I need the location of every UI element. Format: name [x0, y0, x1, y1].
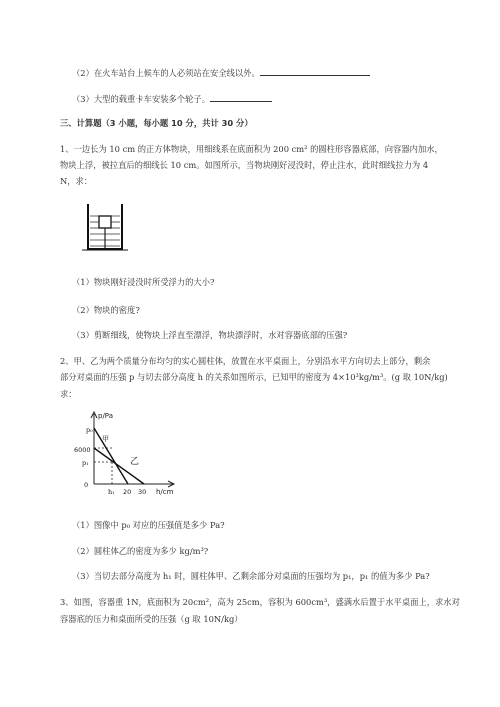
fill-in-text: （3）大型的载重卡车安装多个轮子。 — [72, 94, 211, 104]
y-axis-label: p/Pa — [98, 412, 113, 420]
fill-in-text: （2）在火车站台上候车的人必须站在安全线以外。 — [72, 68, 260, 78]
block — [99, 216, 111, 228]
q2-sub-2: （2）圆柱体乙的密度为多少 kg/m³? — [72, 546, 209, 556]
container-figure — [80, 202, 132, 254]
q1-sub-2: （2）物块的密度? — [72, 305, 140, 315]
q2-line-1: 2、甲、乙为两个质量分布均匀的实心圆柱体，放置在水平桌面上，分别沿水平方向切去上部分，剩余 — [60, 356, 431, 366]
q1-line-3: N，求： — [60, 176, 93, 186]
q3-line-1: 3、如图，容器重 1N，底面积为 20cm²，高为 25cm，容积为 600cm³，盛满水后置于水平桌面上，求水对 — [60, 597, 460, 607]
section-title: 三、计算题（3 小题，每小题 10 分，共计 30 分） — [60, 118, 253, 128]
fill-in-item-3 — [72, 92, 272, 105]
q1-sub-3: （3）剪断细线，使物块上浮直至漂浮，物块漂浮时，水对容器底部的压强? — [72, 330, 348, 340]
origin-label: 0 — [84, 481, 89, 489]
q1-line-2: 物块上浮，被拉直后的细线长 10 cm。如图所示，当物块刚好浸没时，停止注水，此时细线拉力为 4 — [60, 160, 429, 170]
x-tick-20: 20 — [123, 488, 132, 496]
q2-sub-3: （3）当切去部分高度为 h₁ 时，圆柱体甲、乙剩余部分对桌面的压强均为 p₁，p₁ 的值为多少 Pa? — [72, 571, 430, 581]
label-yi: 乙 — [130, 457, 140, 467]
q2-line-3: 求： — [60, 389, 77, 399]
q1-line-1: 1、一边长为 10 cm 的正方体物块，用细线系在底面积为 200 cm² 的圆柱形容器底部，向容器内加水， — [60, 144, 443, 154]
y-tick-p1: p₁ — [82, 459, 89, 467]
x-axis-label: h/cm — [156, 488, 174, 496]
q2-line-2: 部分对桌面的压强 p 与切去部分高度 h 的关系如图所示，已知甲的密度为 4×10³kg/m³。(g 取 10N/kg) — [60, 372, 448, 382]
q2-sub-1: （1）图像中 p₀ 对应的压强值是多少 Pa? — [72, 520, 225, 530]
answer-blank[interactable] — [260, 66, 370, 76]
q3-line-2: 容器底的压力和桌面所受的压强（g 取 10N/kg） — [60, 614, 243, 624]
pressure-height-graph — [70, 408, 180, 498]
fill-in-item-2 — [72, 66, 370, 79]
x-tick-30: 30 — [138, 488, 147, 496]
q1-sub-1: （1）物块刚好浸没时所受浮力的大小? — [72, 277, 215, 287]
y-tick-6000: 6000 — [74, 446, 91, 454]
label-jia: 甲 — [102, 435, 109, 443]
y-tick-p0: p₀ — [86, 426, 93, 434]
answer-blank[interactable] — [210, 92, 272, 102]
line-jia — [94, 428, 128, 484]
x-tick-h1: h₁ — [108, 488, 115, 496]
